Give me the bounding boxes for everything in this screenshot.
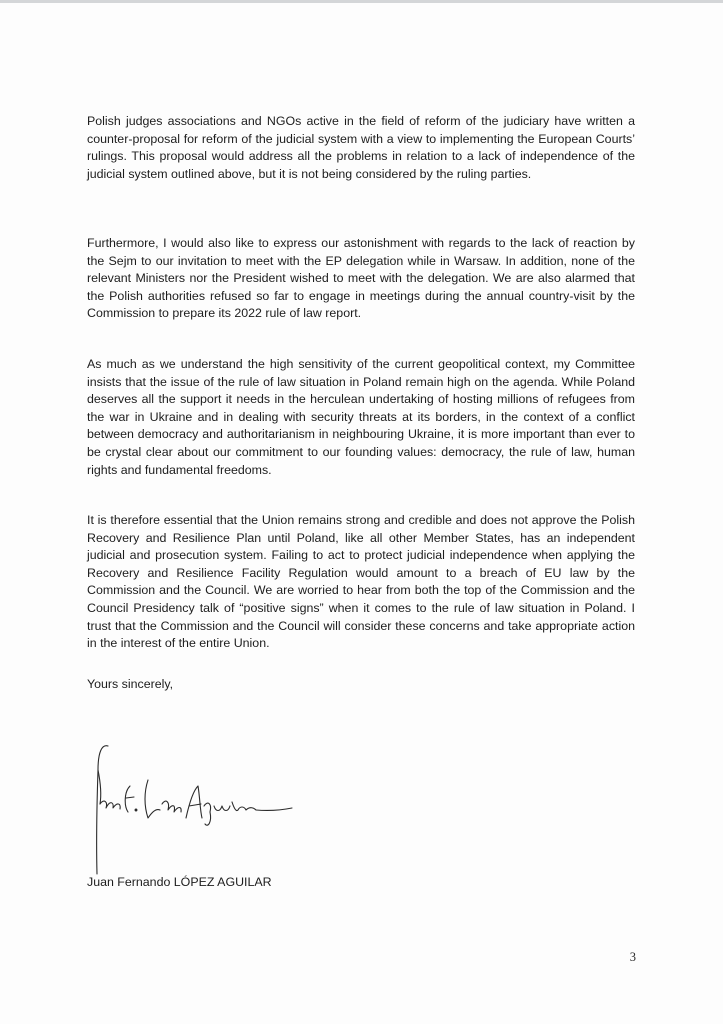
signer-name: Juan Fernando LÓPEZ AGUILAR [87,875,272,889]
handwritten-signature [86,740,301,880]
paragraph-recovery-plan: It is therefore essential that the Union remains strong and credible and does not approve the Polish Recovery and Resilience Plan until Poland, like all other Member States, has an independent judicial and prosecution system. Failing to act to protect judicial independence when applying the Recovery and Resilience Facility Regulation would amount to a breach of EU law by the Commission and the Council. We are worried to hear from both the top of the Commission and the Council Presidency talk of “positive signs” when it comes to the rule of law situation in Poland. I trust that the Commission and the Council will consider these concerns and take appropriate action in the interest of the entire Union. [87,513,635,651]
paragraph-geopolitical-context: As much as we understand the high sensitivity of the current geopolitical context, my Committee insists that the issue of the rule of law situation in Poland remain high on the agenda. While Poland deserves all the support it needs in the herculean undertaking of hosting millions of refugees from the war in Ukraine and in dealing with security threats at its borders, in the context of a conflict between democracy and authoritarianism in neighbouring Ukraine, it is more important than ever to be crystal clear about our commitment to our founding values: democracy, the rule of law, human rights and fundamental freedoms. [87,357,635,477]
closing-salutation: Yours sincerely, [87,677,174,691]
page-number: 3 [629,950,636,964]
paragraph-sejm-reaction: Furthermore, I would also like to express our astonishment with regards to the lack of reaction by the Sejm to our invitation to meet with the EP delegation while in Warsaw. In addition, none of the relevant Ministers nor the President wished to meet with the delegation. We are also alarmed that the Polish authorities refused so far to engage in meetings during the annual country-visit by the Commission to prepare its 2022 rule of law report. [87,236,635,321]
paragraph-counter-proposal: Polish judges associations and NGOs active in the field of reform of the judiciary have written a counter-proposal for reform of the judicial system with a view to implementing the European Courts’ rulings. This proposal would address all the problems in relation to a lack of independence of the judicial system outlined above, but it is not being considered by the ruling parties. [87,114,635,181]
